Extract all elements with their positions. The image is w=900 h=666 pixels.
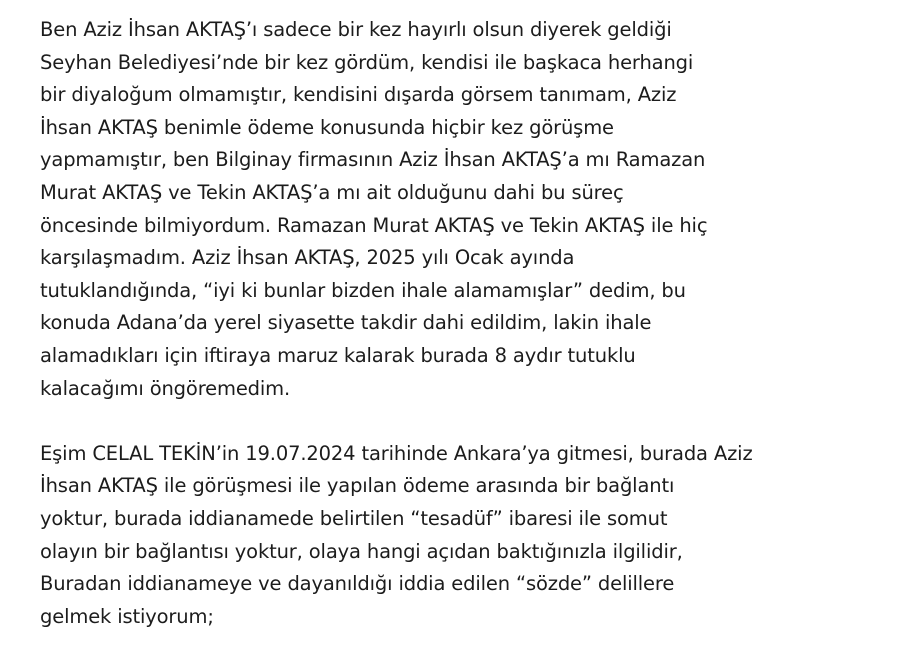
text-line: alamadıkları için iftiraya maruz kalarak burada 8 aydır tutuklu [40,343,636,367]
text-line: İhsan AKTAŞ benimle ödeme konusunda hiçbir kez görüşme [40,115,614,139]
text-line: yapmamıştır, ben Bilginay firmasının Aziz İhsan AKTAŞ’a mı Ramazan [40,148,706,172]
paragraph-1 [40,14,870,405]
text-line: konuda Adana’da yerel siyasette takdir dahi edildim, lakin ihale [40,311,652,335]
text-line: kalacağımı öngöremedim. [40,376,291,400]
text-line: olayın bir bağlantısı yoktur, olaya hangi açıdan baktığınızla ilgilidir, [40,539,683,563]
paragraph-2 [40,438,870,634]
text-line: yoktur, burada iddianamede belirtilen “tesadüf” ibaresi ile somut [40,506,668,530]
text-line: Seyhan Belediyesi’nde bir kez gördüm, kendisi ile başkaca herhangi [40,50,694,74]
text-line: Buradan iddianameye ve dayanıldığı iddia edilen “sözde” delillere [40,572,675,596]
text-line: Eşim CELAL TEKİN’in 19.07.2024 tarihinde Ankara’ya gitmesi, burada Aziz [40,441,753,465]
text-line: Ben Aziz İhsan AKTAŞ’ı sadece bir kez hayırlı olsun diyerek geldiği [40,18,672,41]
text-line: bir diyaloğum olmamıştır, kendisini dışarda görsem tanımam, Aziz [40,83,677,107]
text-line: karşılaşmadım. Aziz İhsan AKTAŞ, 2025 yılı Ocak ayında [40,246,575,270]
text-line: tutuklandığında, “iyi ki bunlar bizden ihale alamamışlar” dedim, bu [40,278,686,302]
text-line: İhsan AKTAŞ ile görüşmesi ile yapılan ödeme arasında bir bağlantı [40,474,675,498]
text-line: öncesinde bilmiyordum. Ramazan Murat AKTAŞ ve Tekin AKTAŞ ile hiç [40,213,708,237]
document-body [40,14,870,633]
text-line: Murat AKTAŞ ve Tekin AKTAŞ’a mı ait olduğunu dahi bu süreç [40,180,624,204]
text-line: gelmek istiyorum; [40,604,214,628]
